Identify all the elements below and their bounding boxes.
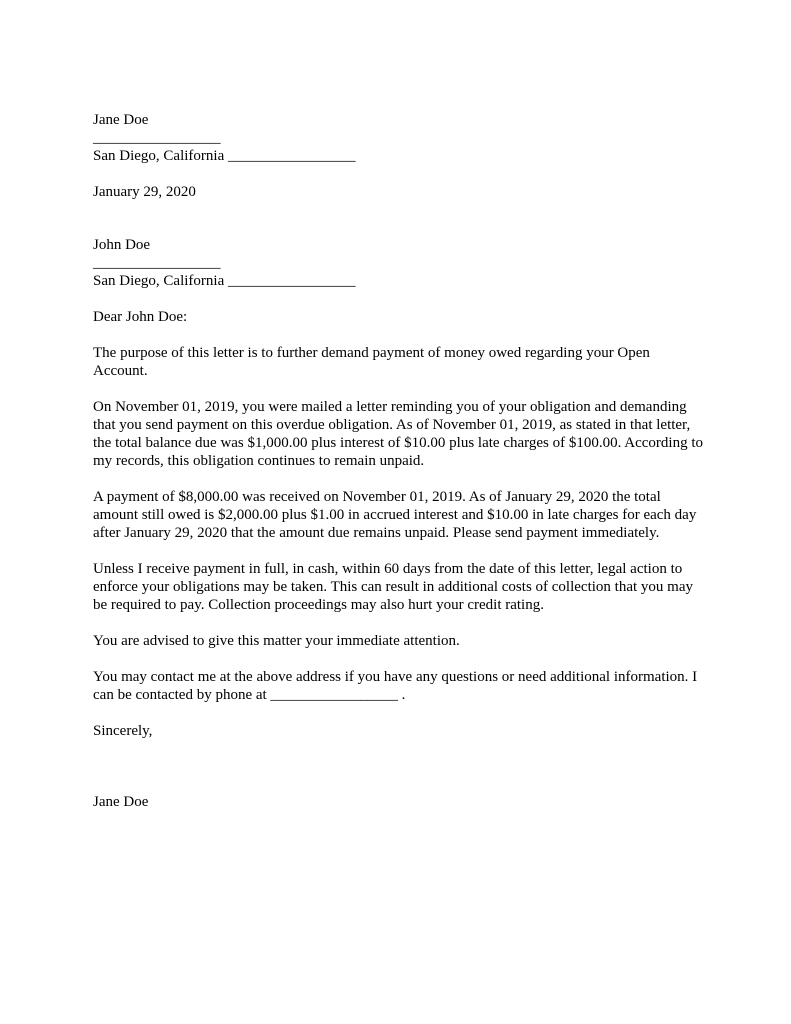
recipient-blank-line: _________________ <box>93 255 221 271</box>
closing: Sincerely, <box>93 723 153 739</box>
body-paragraph-contact: You may contact me at the above address if you have any questions or need additional information. I can be contacted by phone at _________________ . <box>93 669 698 703</box>
letter-page <box>93 111 703 811</box>
sender-name: Jane Doe <box>93 112 149 128</box>
body-paragraph-prior-notice: On November 01, 2019, you were mailed a letter reminding you of your obligation and demanding that you send payment on this overdue obligation. As of November 01, 2019, as stated in that letter, the total balance due was $1,000.00 plus interest of $10.00 plus late charges of $100.00. According to my records, this obligation continues to remain unpaid. <box>93 399 704 469</box>
body-paragraph-balance: A payment of $8,000.00 was received on November 01, 2019. As of January 29, 2020 the total amount still owed is $2,000.00 plus $1.00 in accrued interest and $10.00 in late charges for each day after January 29, 2020 that the amount due remains unpaid. Please send payment immediately. <box>93 489 697 541</box>
sender-blank-line: _________________ <box>93 130 221 146</box>
signature-name: Jane Doe <box>93 794 149 810</box>
recipient-city-line: San Diego, California _________________ <box>93 273 356 289</box>
letter-date: January 29, 2020 <box>93 184 196 200</box>
body-paragraph-advice: You are advised to give this matter your immediate attention. <box>93 633 460 649</box>
body-paragraph-purpose: The purpose of this letter is to further demand payment of money owed regarding your Open Account. <box>93 345 650 379</box>
body-paragraph-legal-action: Unless I receive payment in full, in cash, within 60 days from the date of this letter, legal action to enforce your obligations may be taken. This can result in additional costs of collection that you may be required to pay. Collection proceedings may also hurt your credit rating. <box>93 561 693 613</box>
salutation: Dear John Doe: <box>93 309 188 325</box>
sender-city-line: San Diego, California _________________ <box>93 148 356 164</box>
recipient-name: John Doe <box>93 237 151 253</box>
